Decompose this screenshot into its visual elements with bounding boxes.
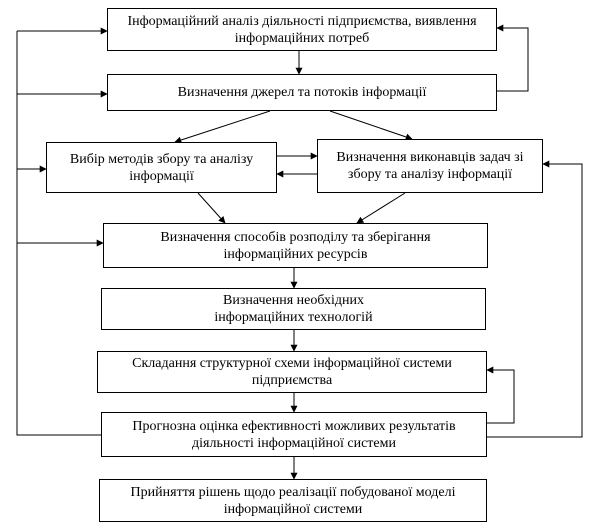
step-label-9: Прийняття рішень щодо реалізації побудованої моделі інформаційної системи: [130, 484, 456, 517]
arrow-b2-b3: [175, 111, 270, 142]
step-box-5: [103, 223, 488, 268]
step-box-2: [107, 74, 497, 111]
step-box-1: [107, 8, 497, 51]
step-label-2: Визначення джерел та потоків інформації: [177, 85, 427, 100]
step-label-5: Визначення способів розподілу та зберігання інформаційних ресурсів: [160, 229, 431, 262]
step-box-4: [317, 139, 543, 193]
step-box-3: [46, 142, 277, 193]
step-label-6: Визначення необхідних інформаційних технологій: [214, 293, 373, 325]
step-label-3: Вибір методів збору та аналізу інформації: [69, 151, 254, 184]
loop-b8-b4: [487, 164, 582, 437]
step-label-8: Прогнозна оцінка ефективності можливих результатів діяльності інформаційної системи: [132, 418, 456, 451]
loop-b2-b1: [497, 28, 528, 91]
left-bus: [17, 31, 101, 435]
step-label-7: Складання структурної схеми інформаційної системи підприємства: [132, 356, 452, 388]
step-box-8: [101, 412, 487, 457]
step-box-9: [99, 479, 487, 522]
step-box-7: [97, 351, 487, 393]
step-label-4: Визначення виконавців задач зі збору та аналізу інформації: [336, 150, 524, 182]
arrow-b2-b4: [330, 111, 412, 139]
loop-b8-b7: [487, 370, 514, 423]
arrow-b4-b5: [357, 193, 405, 223]
step-label-1: Інформаційний аналіз діяльності підприємства, виявлення інформаційних потреб: [127, 13, 477, 46]
arrow-b3-b5: [198, 193, 225, 223]
step-box-6: [101, 288, 486, 330]
